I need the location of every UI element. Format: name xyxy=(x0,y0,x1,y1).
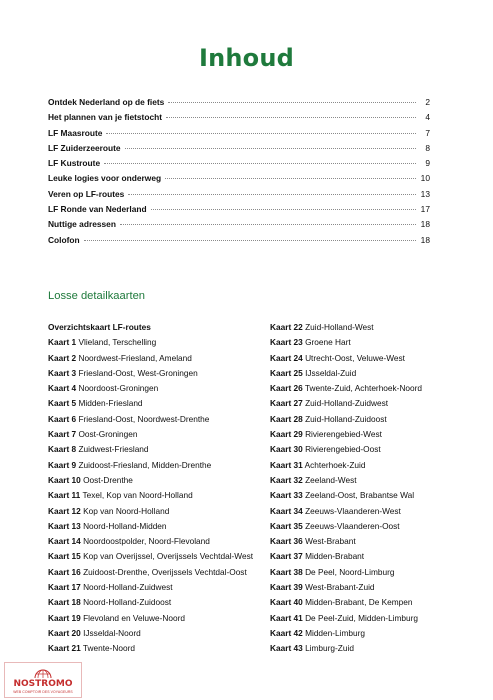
map-number: Kaart 21 xyxy=(48,643,81,654)
map-number: Kaart 2 xyxy=(48,352,77,363)
map-name: Zeeland-West xyxy=(305,474,357,485)
dot-leader xyxy=(128,194,416,195)
map-name: Kop van Noord-Holland xyxy=(83,505,170,516)
map-number: Kaart 31 xyxy=(270,459,303,470)
map-name: Noordoostpolder, Noord-Flevoland xyxy=(83,536,210,547)
map-list-item xyxy=(48,506,268,521)
map-list-item xyxy=(270,613,470,628)
toc-label: Ontdek Nederland op de fiets xyxy=(48,97,165,107)
dot-leader xyxy=(165,178,416,179)
toc-page-number: 4 xyxy=(425,112,430,123)
map-number: Kaart 38 xyxy=(270,566,303,577)
map-list-item xyxy=(270,567,470,582)
toc-row xyxy=(48,235,430,250)
dot-leader xyxy=(106,133,416,134)
toc-label: LF Maasroute xyxy=(48,127,103,138)
map-list-item xyxy=(48,444,268,459)
map-name: Oost-Drenthe xyxy=(83,474,133,485)
maps-column-right xyxy=(270,322,470,659)
nostromo-logo xyxy=(4,662,82,698)
globe-icon xyxy=(34,664,52,679)
map-name: IJsseldal-Zuid xyxy=(305,367,357,378)
map-number: Kaart 15 xyxy=(48,551,81,562)
map-list-item xyxy=(48,429,268,444)
map-number: Kaart 6 xyxy=(48,413,77,424)
map-name: Rivierengebied-West xyxy=(305,429,382,440)
map-list-item xyxy=(270,414,470,429)
map-list-item xyxy=(270,337,470,352)
dot-leader xyxy=(120,224,416,225)
toc-label: Colofon xyxy=(48,234,80,245)
map-name: Kop van Overijssel, Overijssels Vechtdal-West xyxy=(83,551,254,562)
map-list-item xyxy=(48,597,268,612)
toc-page-number: 8 xyxy=(425,142,430,153)
toc-label: LF Zuiderzeeroute xyxy=(48,142,121,153)
map-name: Groene Hart xyxy=(305,337,351,348)
map-list-item xyxy=(270,353,470,368)
map-number: Kaart 30 xyxy=(270,444,303,455)
map-list-item xyxy=(48,337,268,352)
map-name: Zuidwest-Friesland xyxy=(78,444,149,455)
map-name: Midden-Brabant, De Kempen xyxy=(305,597,413,608)
map-number: Kaart 3 xyxy=(48,367,77,378)
map-list-item xyxy=(270,536,470,551)
map-number: Kaart 32 xyxy=(270,474,303,485)
map-number: Kaart 24 xyxy=(270,352,303,363)
toc-row xyxy=(48,143,430,158)
map-number: Kaart 5 xyxy=(48,398,77,409)
map-list-item xyxy=(48,536,268,551)
map-number: Kaart 23 xyxy=(270,337,303,348)
toc-page-number: 10 xyxy=(420,173,430,184)
toc-row xyxy=(48,97,430,112)
toc-page-number: 9 xyxy=(425,158,430,169)
map-number: Kaart 41 xyxy=(270,612,303,623)
map-number: Kaart 7 xyxy=(48,429,77,440)
toc-row xyxy=(48,219,430,234)
map-name: Zeeland-Oost, Brabantse Wal xyxy=(305,490,415,501)
map-name: Friesland-Oost, West-Groningen xyxy=(78,367,198,378)
map-number: Kaart 26 xyxy=(270,383,303,394)
table-of-contents xyxy=(48,97,430,250)
map-number: Kaart 35 xyxy=(270,520,303,531)
map-name: Rivierengebied-Oost xyxy=(305,444,381,455)
toc-row xyxy=(48,189,430,204)
map-number: Kaart 13 xyxy=(48,520,81,531)
map-name: Texel, Kop van Noord-Holland xyxy=(82,490,193,501)
dot-leader xyxy=(168,102,416,103)
map-list-item xyxy=(48,460,268,475)
map-list-item xyxy=(48,475,268,490)
map-number: Kaart 16 xyxy=(48,566,81,577)
map-number: Kaart 39 xyxy=(270,582,303,593)
map-name: Zeeuws-Vlaanderen-West xyxy=(305,505,401,516)
map-list-item xyxy=(270,383,470,398)
toc-page-number: 18 xyxy=(420,234,430,245)
toc-page-number: 17 xyxy=(420,204,430,215)
map-name: De Peel, Noord-Limburg xyxy=(305,566,395,577)
map-list-item xyxy=(270,398,470,413)
map-name: Twente-Zuid, Achterhoek-Noord xyxy=(304,383,423,394)
map-name: Zuid-Holland-West xyxy=(305,322,374,332)
map-list-item xyxy=(48,398,268,413)
map-list-item xyxy=(48,353,268,368)
map-list-item xyxy=(270,582,470,597)
map-name: Noord-Holland-Midden xyxy=(83,520,167,531)
map-list-item xyxy=(270,490,470,505)
map-list-item xyxy=(270,643,470,658)
map-name: Twente-Noord xyxy=(82,643,136,654)
map-list-item xyxy=(270,551,470,566)
map-number: Kaart 22 xyxy=(270,322,303,332)
dot-leader xyxy=(166,117,416,118)
toc-row xyxy=(48,158,430,173)
toc-row xyxy=(48,204,430,219)
map-list-item xyxy=(270,506,470,521)
map-list-item xyxy=(48,643,268,658)
map-name: West-Brabant xyxy=(305,536,356,547)
map-name: Utrecht-Oost, Veluwe-West xyxy=(305,352,405,363)
map-list-item xyxy=(48,414,268,429)
map-list-item xyxy=(270,429,470,444)
map-list-item xyxy=(48,383,268,398)
map-list-item xyxy=(48,613,268,628)
map-list-item xyxy=(270,444,470,459)
toc-page-number: 2 xyxy=(425,97,430,107)
map-name: Noord-Holland-Zuidwest xyxy=(83,582,173,593)
map-number: Kaart 18 xyxy=(48,597,81,608)
map-list-item xyxy=(270,521,470,536)
map-name: Oost-Groningen xyxy=(78,429,138,440)
map-list-item xyxy=(48,490,268,505)
overview-map-label: Overzichtskaart LF-routes xyxy=(48,322,151,332)
map-number: Kaart 42 xyxy=(270,627,303,638)
map-number: Kaart 34 xyxy=(270,505,303,516)
toc-row xyxy=(48,173,430,188)
map-number: Kaart 4 xyxy=(48,383,77,394)
map-number: Kaart 36 xyxy=(270,536,303,547)
map-list-item xyxy=(270,597,470,612)
map-name: Noord-Holland-Zuidoost xyxy=(83,597,172,608)
map-name: West-Brabant-Zuid xyxy=(305,582,375,593)
map-name: Friesland-Oost, Noordwest-Drenthe xyxy=(78,413,210,424)
map-name: Midden-Friesland xyxy=(78,398,143,409)
dot-leader xyxy=(151,209,416,210)
toc-label: LF Kustroute xyxy=(48,158,101,169)
map-number: Kaart 40 xyxy=(270,597,303,608)
toc-page-number: 13 xyxy=(420,188,430,199)
map-number: Kaart 25 xyxy=(270,367,303,378)
map-number: Kaart 37 xyxy=(270,551,303,562)
page-title: Inhoud xyxy=(198,44,295,72)
map-number: Kaart 11 xyxy=(48,490,81,501)
maps-column-left xyxy=(48,322,268,659)
toc-row xyxy=(48,128,430,143)
dot-leader xyxy=(125,148,416,149)
map-list-item xyxy=(48,368,268,383)
map-list-item xyxy=(48,628,268,643)
map-name: Flevoland en Veluwe-Noord xyxy=(83,612,185,623)
map-number: Kaart 28 xyxy=(270,413,303,424)
map-list-item xyxy=(48,567,268,582)
map-name: Achterhoek-Zuid xyxy=(304,459,366,470)
toc-label: Nuttige adressen xyxy=(48,219,116,230)
map-list-item xyxy=(270,460,470,475)
map-name: Noordoost-Groningen xyxy=(78,383,159,394)
dot-leader xyxy=(84,240,416,241)
map-name: IJsseldal-Noord xyxy=(83,627,141,638)
toc-page-number: 18 xyxy=(420,219,430,230)
map-number: Kaart 19 xyxy=(48,612,81,623)
map-number: Kaart 8 xyxy=(48,444,77,455)
map-list-item xyxy=(48,521,268,536)
map-number: Kaart 14 xyxy=(48,536,81,547)
section-heading: Losse detailkaarten xyxy=(48,290,146,302)
map-number: Kaart 33 xyxy=(270,490,303,501)
map-number: Kaart 1 xyxy=(48,337,77,348)
map-name: Zuid-Holland-Zuidwest xyxy=(305,398,389,409)
map-number: Kaart 9 xyxy=(48,459,77,470)
map-name: Zuidoost-Friesland, Midden-Drenthe xyxy=(78,459,212,470)
map-name: Midden-Brabant xyxy=(305,551,365,562)
map-name: De Peel-Zuid, Midden-Limburg xyxy=(305,612,419,623)
map-list-item xyxy=(270,475,470,490)
map-number: Kaart 20 xyxy=(48,627,81,638)
toc-label: Het plannen van je fietstocht xyxy=(48,112,163,123)
map-number: Kaart 27 xyxy=(270,398,303,409)
map-name: Vlieland, Terschelling xyxy=(78,337,157,348)
map-name: Noordwest-Friesland, Ameland xyxy=(78,352,192,363)
toc-page-number: 7 xyxy=(425,127,430,138)
map-name: Limburg-Zuid xyxy=(305,643,354,654)
map-number: Kaart 10 xyxy=(48,474,81,485)
toc-label: LF Ronde van Nederland xyxy=(48,204,147,215)
map-number: Kaart 29 xyxy=(270,429,303,440)
map-number: Kaart 17 xyxy=(48,582,81,593)
map-list-item xyxy=(48,582,268,597)
toc-row xyxy=(48,112,430,127)
logo-tagline: WEB COMPTOIR DES VOYAGEURS xyxy=(13,690,73,694)
map-name: Midden-Limburg xyxy=(305,627,366,638)
map-number: Kaart 12 xyxy=(48,505,81,516)
map-list-item xyxy=(270,322,470,337)
map-list-item xyxy=(270,628,470,643)
map-list-item xyxy=(48,551,268,566)
map-name: Zeeuws-Vlaanderen-Oost xyxy=(305,520,400,531)
map-list-item xyxy=(270,368,470,383)
logo-wordmark: NOSTROMO xyxy=(13,679,73,689)
map-name: Zuid-Holland-Zuidoost xyxy=(305,413,387,424)
toc-label: Veren op LF-routes xyxy=(48,188,125,199)
dot-leader xyxy=(104,163,416,164)
map-number: Kaart 43 xyxy=(270,643,303,654)
map-name: Zuidoost-Drenthe, Overijssels Vechtdal-Oost xyxy=(83,566,247,577)
toc-label: Leuke logies voor onderweg xyxy=(48,173,162,184)
